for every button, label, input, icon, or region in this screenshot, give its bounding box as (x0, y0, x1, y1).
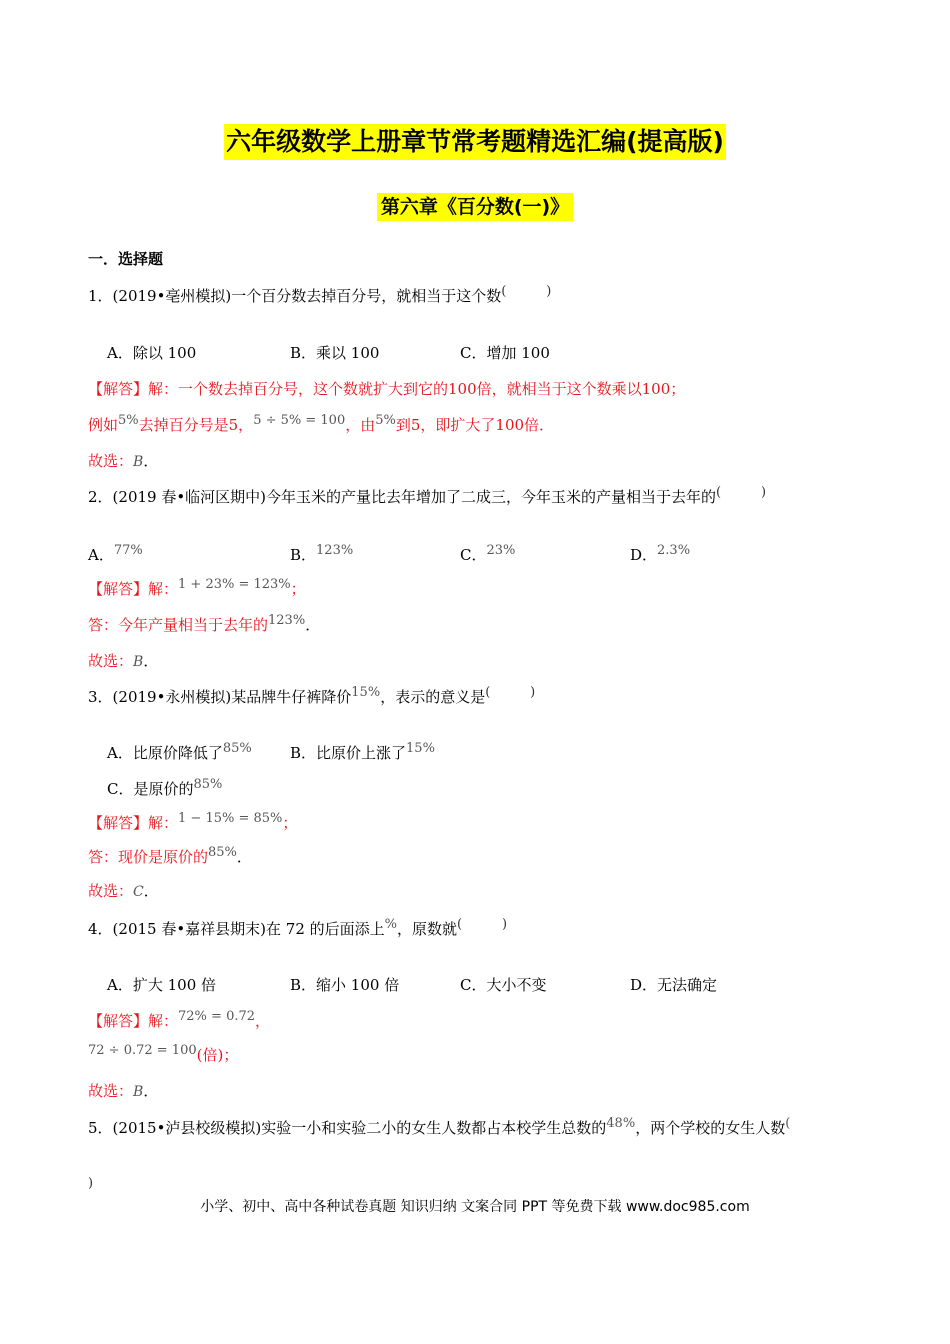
q3-option-c: C．是原价的85% (107, 777, 223, 798)
q2-option-b: B．123% (290, 543, 354, 564)
q3-option-b: B．比原价上涨了15% (290, 741, 435, 762)
footer-text: 小学、初中、高中各种试卷真题 知识归纳 文案合同 PPT 等免费下载 www.doc985.com (200, 1199, 750, 1215)
question-5-stem: 5．(2015•泸县校级模拟)实验一小和实验二小的女生人数都占本校学生总数的48%，两个学校的女生人数( (88, 1116, 791, 1137)
chapter-title: 第六章《百分数(一)》 (377, 193, 573, 221)
q1-option-b: B．乘以 100 (290, 344, 380, 362)
answer-blank: ( ) (457, 917, 508, 932)
answer-blank: ( ) (716, 485, 767, 500)
q3-option-a: A．比原价降低了85% (107, 741, 252, 762)
answer-blank: ( ) (485, 685, 536, 700)
q4-option-d: D．无法确定 (630, 976, 718, 994)
q3-reply: 答：现价是原价的85%． (88, 845, 252, 866)
q4-answer: 【解答】解：72% = 0.72， (88, 1009, 271, 1030)
q2-reply: 答：今年产量相当于去年的123%． (88, 613, 321, 634)
q2-option-d: D．2.3% (630, 543, 691, 564)
q4-answer-line-2: 72 ÷ 0.72 = 100(倍)； (88, 1043, 239, 1064)
chapter-block (0, 193, 950, 221)
q1-option-a: A．除以 100 (107, 344, 197, 362)
answer-blank: ( ) (501, 284, 552, 299)
q1-answer-line-2: 例如5%去掉百分号是5，5 ÷ 5% = 100，由5%到5，即扩大了100倍． (88, 413, 555, 434)
q1-option-c: C．增加 100 (460, 344, 550, 362)
q2-choice: 故选：B． (88, 652, 159, 670)
q1-answer-line-1: 【解答】解：一个数去掉百分号，这个数就扩大到它的100倍，就相当于这个数乘以100； (88, 380, 686, 398)
question-1-stem: 1．(2019•亳州模拟)一个百分数去掉百分号，就相当于这个数( ) (88, 285, 551, 309)
q4-option-c: C．大小不变 (460, 976, 547, 994)
q3-choice: 故选：C． (88, 882, 159, 900)
q4-choice: 故选：B． (88, 1082, 159, 1100)
question-4-stem: 4．(2015 春•嘉祥县期末)在 72 的后面添上%，原数就( ) (88, 918, 507, 942)
question-5-paren-close: ) (88, 1176, 94, 1191)
q4-option-b: B．缩小 100 倍 (290, 976, 400, 994)
q4-option-a: A．扩大 100 倍 (107, 976, 216, 994)
document-title: 六年级数学上册章节常考题精选汇编(提高版) (224, 124, 726, 160)
q2-option-c: C．23% (460, 543, 516, 564)
q3-answer: 【解答】解：1 − 15% = 85%； (88, 811, 298, 832)
q2-option-a: A．77% (88, 543, 143, 564)
section-heading: 一．选择题 (88, 250, 164, 268)
title-block (0, 124, 950, 160)
q2-answer: 【解答】解：1 + 23% = 123%； (88, 577, 306, 598)
question-3-stem: 3．(2019•永州模拟)某品牌牛仔裤降价15%，表示的意义是( ) (88, 686, 535, 710)
q1-choice: 故选：B． (88, 452, 159, 470)
question-2-stem: 2．(2019 春•临河区期中)今年玉米的产量比去年增加了二成三，今年玉米的产量相当于去年的( ) (88, 486, 766, 510)
